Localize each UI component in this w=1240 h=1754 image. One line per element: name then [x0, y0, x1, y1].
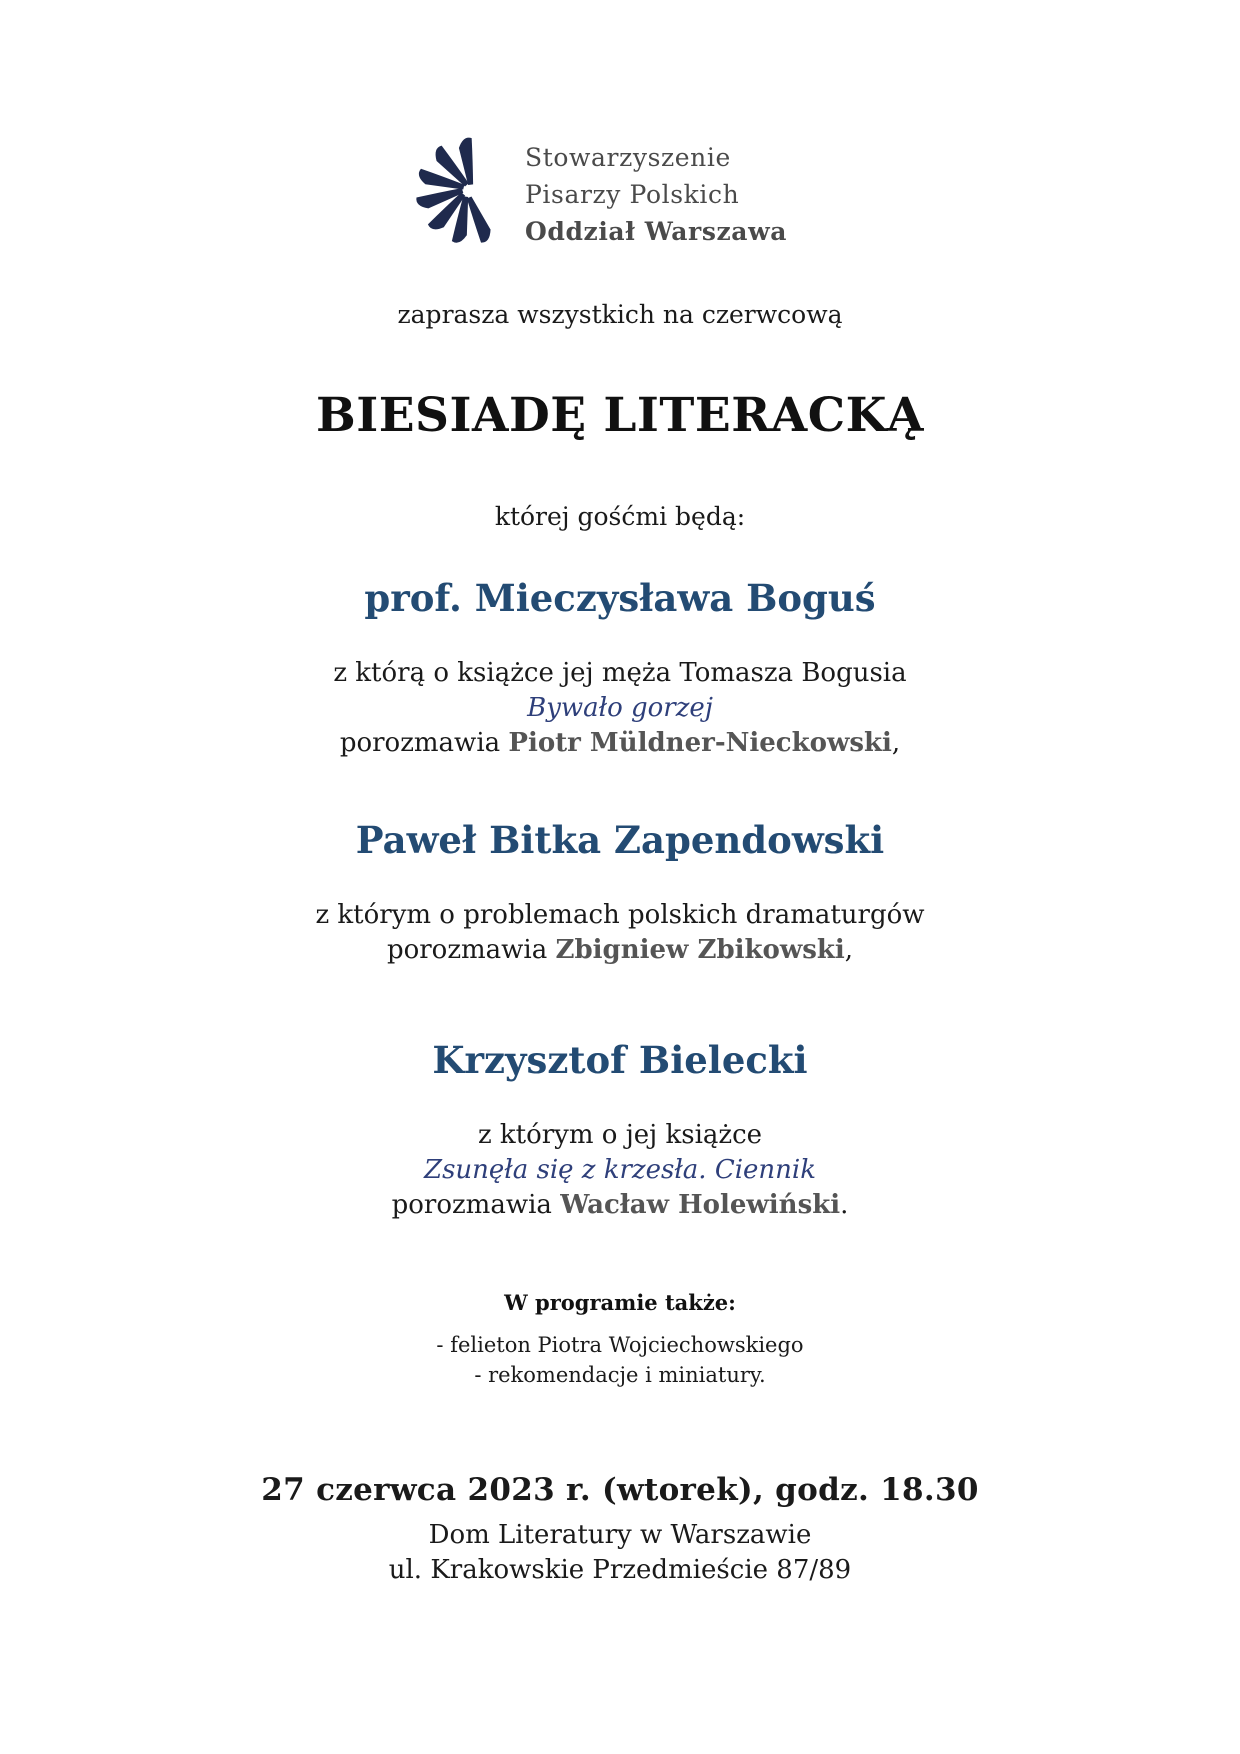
guest-topic: z którą o książce jej męża Tomasza Bogusia — [333, 658, 907, 688]
quill-star-icon — [415, 135, 495, 247]
moderator-line — [0, 726, 1240, 761]
program-item: - felieton Piotra Wojciechowskiego — [436, 1333, 804, 1357]
event-place — [0, 1518, 1240, 1588]
event-title: BIESIADĘ LITERACKĄ — [316, 388, 924, 443]
organizer-logo — [415, 135, 835, 255]
moderator-line — [0, 1188, 1240, 1223]
event-date: 27 czerwca 2023 r. (wtorek), godz. 18.30 — [261, 1472, 979, 1508]
moderator-name: Piotr Müldner-Nieckowski — [508, 728, 892, 758]
guest-description — [0, 1118, 1240, 1223]
guests-intro: której gośćmi będą: — [494, 502, 746, 531]
punctuation: . — [840, 1190, 849, 1220]
guest-topic: z którym o jej książce — [477, 1120, 763, 1150]
guest-name: prof. Mieczysława Boguś — [364, 576, 876, 620]
guest-topic: z którym o problemach polskich dramaturgów — [315, 900, 925, 930]
guest-description — [0, 656, 1240, 761]
talk-text: porozmawia — [339, 728, 501, 758]
talk-text: porozmawia — [386, 935, 548, 965]
moderator-name: Wacław Holewiński — [560, 1190, 841, 1220]
program-list — [0, 1330, 1240, 1390]
program-title: W programie także: — [504, 1290, 736, 1315]
moderator-line — [0, 933, 1240, 968]
punctuation: , — [891, 728, 901, 758]
punctuation: , — [844, 935, 854, 965]
organizer-line3: Oddział Warszawa — [525, 217, 788, 246]
invite-text: zaprasza wszystkich na czerwcową — [397, 300, 843, 329]
organizer-name — [525, 139, 787, 250]
guest-name: Paweł Bitka Zapendowski — [355, 818, 885, 862]
book-title: Bywało gorzej — [527, 693, 713, 723]
event-address: ul. Krakowskie Przedmieście 87/89 — [388, 1555, 852, 1585]
organizer-line1: Stowarzyszenie — [525, 143, 731, 172]
talk-text: porozmawia — [391, 1190, 552, 1220]
moderator-name: Zbigniew Zbikowski — [555, 935, 845, 965]
book-title: Zsunęła się z krzesła. Ciennik — [424, 1155, 816, 1185]
guest-name: Krzysztof Bielecki — [432, 1038, 808, 1082]
program-item: - rekomendacje i miniatury. — [474, 1363, 766, 1387]
event-venue: Dom Literatury w Warszawie — [428, 1520, 812, 1550]
organizer-line2: Pisarzy Polskich — [525, 180, 740, 209]
guest-description — [0, 898, 1240, 968]
